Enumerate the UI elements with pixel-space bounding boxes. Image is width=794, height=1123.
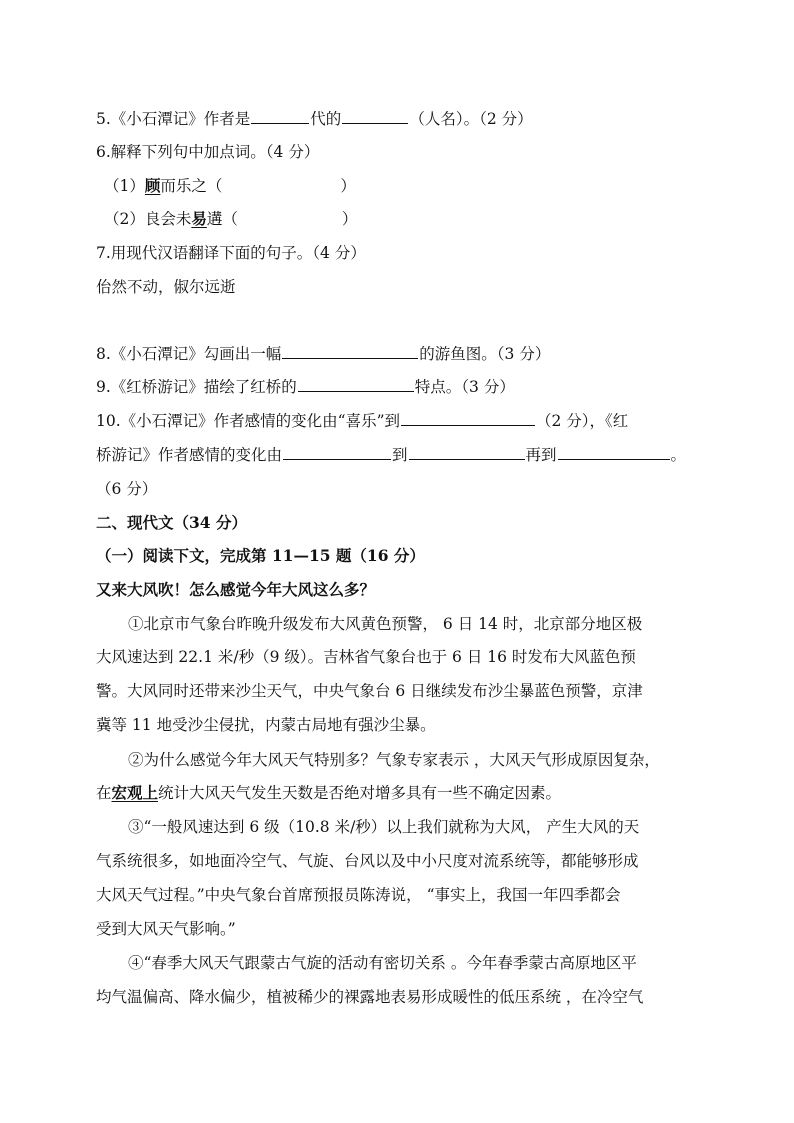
answer-blank[interactable] [409,445,525,460]
q5-text-c: （人名）。（2 分） [409,110,533,128]
q6-1-marked-word: 顾 [144,176,161,195]
article-title: 又来大风吹！怎么感觉今年大风这么多？ [96,580,376,599]
answer-blank[interactable] [342,109,408,124]
q10-text-f: 。 [670,446,687,464]
q6-1-end: ） [340,177,356,195]
q6-2-marked-word: 易 [191,209,207,228]
paragraph-3-line: 受到大风天气影响。” [96,920,236,938]
question-10-line-1 [96,410,706,432]
q6-2-text-a: （2）良会未 [104,210,192,228]
q9-text-a: 9.《红桥游记》描绘了红桥的 [96,378,297,396]
q8-text-a: 8.《小石潭记》勾画出一幅 [96,345,282,363]
paragraph-3-line: 气系统很多，如地面冷空气、气旋、台风以及中小尺度对流系统等，都能够形成 [96,852,639,870]
q6-1-text: 而乐之（ [160,177,223,195]
question-6: 6.解释下列句中加点词。（4 分） [96,143,320,161]
paragraph-3-line: 大风天气过程。”中央气象台首席预报员陈涛说， “事实上，我国一年四季都会 [96,886,621,904]
paragraph-2-text: 在 [96,784,112,802]
answer-blank[interactable] [401,411,535,426]
answer-blank[interactable] [298,377,414,392]
part-heading: （一）阅读下文，完成第 11—15 题（16 分） [96,546,425,565]
paragraph-1-line: 冀等 11 地受沙尘侵扰，内蒙古局地有强沙尘暴。 [96,716,436,734]
q8-text-b: 的游鱼图。（3 分） [419,345,551,363]
paragraph-2-text: 统计大风天气发生天数是否绝对增多具有一些不确定因素。 [158,784,562,802]
paragraph-1-line: ①北京市气象台昨晚升级发布大风黄色预警， 6 日 14 时，北京部分地区极 [128,615,643,633]
answer-blank[interactable] [282,344,418,359]
question-6-2 [104,208,714,230]
question-10-points: （6 分） [96,480,158,498]
answer-blank[interactable] [283,445,391,460]
q5-text-b: 代的 [310,110,342,128]
q6-1-number: （1） [104,177,145,195]
q6-2-end: ） [341,210,358,228]
paragraph-4-line: 均气温偏高、降水偏少，植被稀少的裸露地表易形成暖性的低压系统 ，在冷空气 [96,988,644,1006]
paragraph-1-line: 大风速达到 22.1 米/秒（9 级）。吉林省气象台也于 6 日 16 时发布大风蓝色预 [96,648,636,666]
question-7: 7.用现代汉语翻译下面的句子。（4 分） [96,244,366,262]
paragraph-4-line: ④“春季大风天气跟蒙古气旋的活动有密切关系 。今年春季蒙古高原地区平 [128,954,637,972]
q5-text-a: 5.《小石潭记》作者是 [96,110,251,128]
answer-blank[interactable] [558,445,670,460]
answer-blank[interactable] [251,109,309,124]
question-8 [96,343,706,365]
q10-text-c: 桥游记》作者感情的变化由 [96,446,283,464]
q10-text-a: 10.《小石潭记》作者感情的变化由“喜乐”到 [96,412,400,430]
paragraph-2-line: ②为什么感觉今年大风天气特别多？气象专家表示 ，大风天气形成原因复杂， [128,751,660,769]
q10-text-b: （2 分），《红 [536,412,629,430]
q10-text-e: 再到 [525,446,557,464]
question-9 [96,376,706,398]
question-7-sentence: 佁然不动，俶尔远逝 [96,278,236,296]
paragraph-1-line: 警。大风同时还带来沙尘天气，中央气象台 6 日继续发布沙尘暴蓝色预警，京津 [96,682,643,700]
q10-text-d: 到 [392,446,408,464]
q6-2-text-b: 遘（ [206,210,238,228]
question-5 [96,108,706,130]
question-10-line-2 [96,444,706,466]
q9-text-b: 特点。（3 分） [414,378,515,396]
section-heading: 二、现代文（34 分） [96,513,247,532]
paragraph-3-line: ③“一般风速达到 6 级（10.8 米/秒）以上我们就称为大风， 产生大风的天 [128,818,640,836]
paragraph-2-underlined-term: 宏观上 [111,783,159,802]
paragraph-2-cont [96,782,706,804]
question-6-1 [104,175,714,197]
